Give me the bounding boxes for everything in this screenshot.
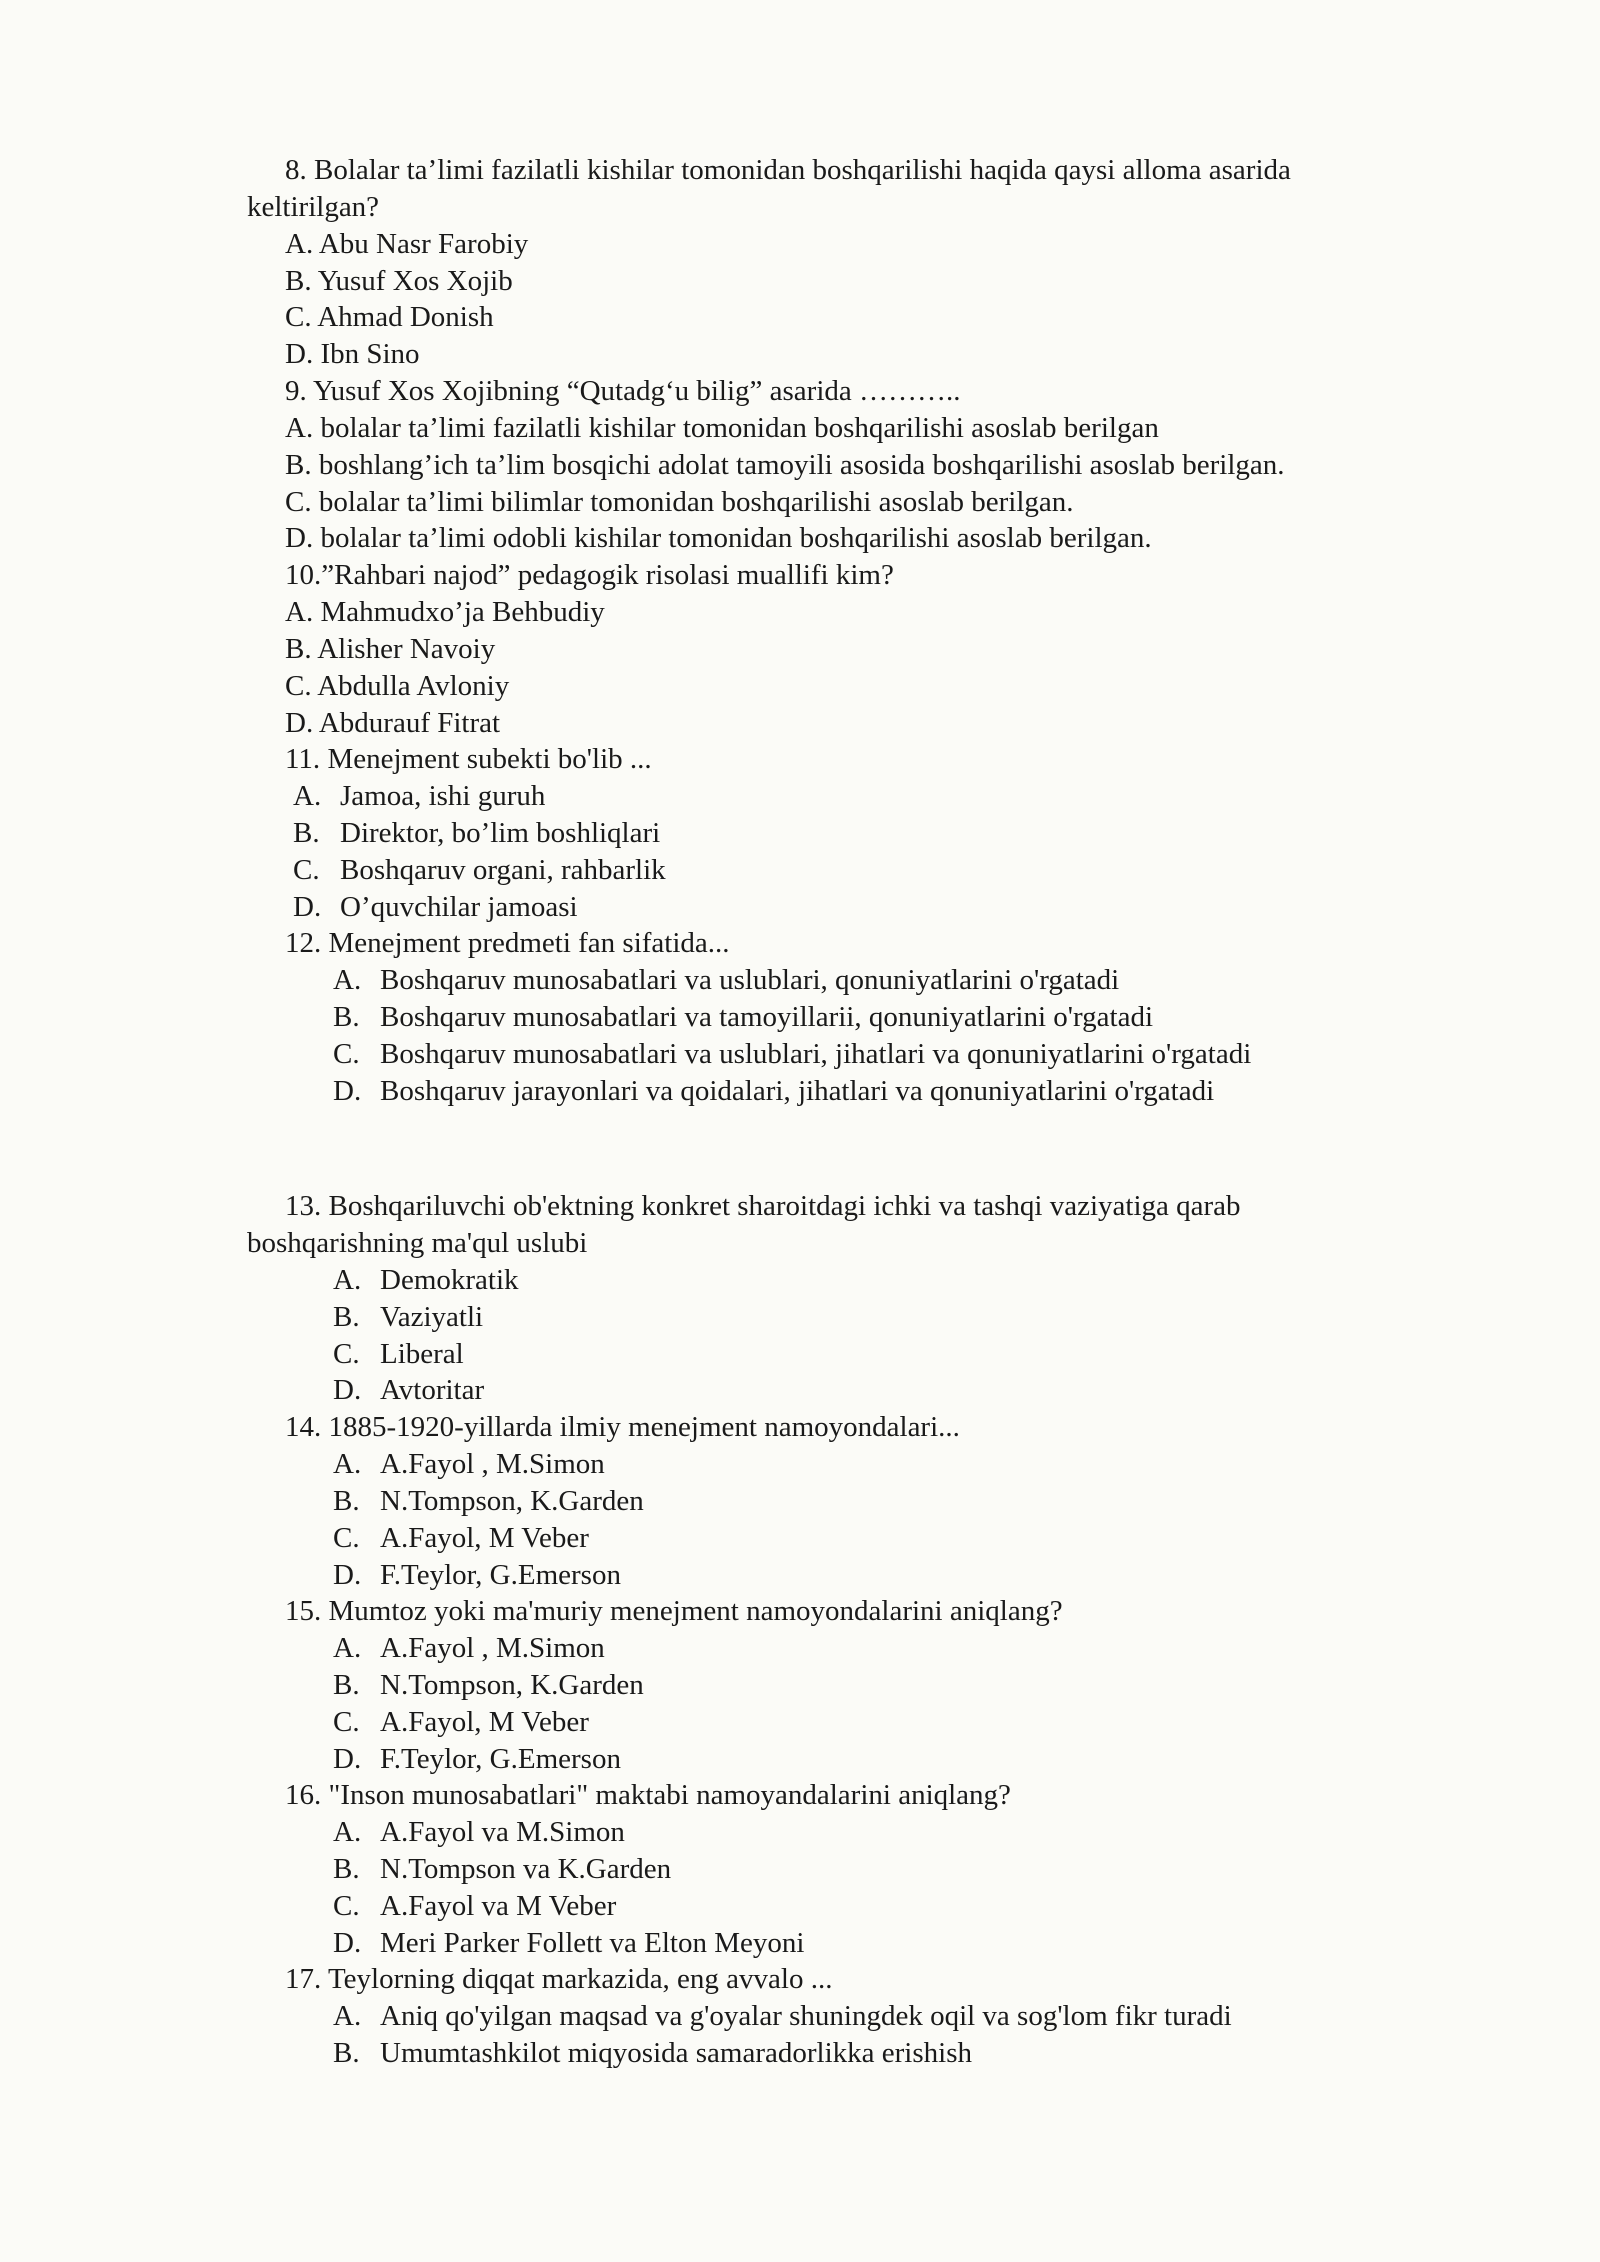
option-text: Liberal — [380, 1338, 464, 1370]
option-text: Boshqaruv munosabatlari va uslublari, jihatlari va qonuniyatlarini o'rgatadi — [380, 1038, 1252, 1070]
option-letter: D. — [293, 891, 322, 923]
option-letter: B. — [333, 2037, 360, 2069]
question-9-number: 9. — [285, 375, 307, 407]
option-letter: C. — [333, 1338, 360, 1370]
option-letter: C. — [333, 1706, 360, 1738]
question-10-line — [285, 557, 894, 593]
question-11-option-b — [293, 815, 660, 851]
question-9-option-c: C. bolalar ta’limi bilimlar tomonidan boshqarilishi asoslab berilgan. — [285, 486, 1074, 518]
question-9-option-a: A. bolalar ta’limi fazilatli kishilar tomonidan boshqarilishi asoslab berilgan — [285, 412, 1159, 444]
question-13-option-d — [333, 1372, 484, 1408]
option-letter: C. — [293, 854, 320, 886]
option-text: Boshqaruv jarayonlari va qoidalari, jihatlari va qonuniyatlarini o'rgatadi — [380, 1075, 1215, 1107]
question-11-number: 11. — [285, 743, 321, 775]
question-9-option-b: B. boshlang’ich ta’lim bosqichi adolat tamoyili asosida boshqarilishi asoslab berilgan. — [285, 449, 1285, 481]
option-text: Umumtashkilot miqyosida samaradorlikka erishish — [380, 2037, 972, 2069]
question-15-text: Mumtoz yoki ma'muriy menejment namoyondalarini aniqlang? — [328, 1595, 1063, 1627]
option-letter: B. — [333, 1301, 360, 1333]
question-14-option-a — [333, 1446, 605, 1482]
question-17-option-a — [333, 1998, 1232, 2034]
question-8-option-a: A. Abu Nasr Farobiy — [285, 228, 529, 260]
option-text: N.Tompson, K.Garden — [380, 1485, 644, 1517]
question-10-text: ”Rahbari najod” pedagogik risolasi muallifi kim? — [321, 559, 894, 591]
question-10-option-a: A. Mahmudxo’ja Behbudiy — [285, 596, 605, 628]
option-letter: D. — [333, 1743, 362, 1775]
question-11-line — [285, 741, 652, 777]
option-letter: C. — [333, 1890, 360, 1922]
question-16-line — [285, 1777, 1011, 1813]
option-letter: A. — [333, 1264, 362, 1296]
option-text: F.Teylor, G.Emerson — [380, 1743, 621, 1775]
option-text: Boshqaruv munosabatlari va tamoyillarii, qonuniyatlarini o'rgatadi — [380, 1001, 1154, 1033]
question-15-option-b — [333, 1667, 644, 1703]
question-16-text: "Inson munosabatlari" maktabi namoyandalarini aniqlang? — [328, 1779, 1011, 1811]
question-15-option-c — [333, 1704, 589, 1740]
question-13-option-b — [333, 1299, 483, 1335]
option-letter: D. — [333, 1374, 362, 1406]
option-letter: A. — [333, 1816, 362, 1848]
option-text: A.Fayol, M Veber — [380, 1706, 589, 1738]
question-16-option-c — [333, 1888, 616, 1924]
question-17-number: 17. — [285, 1963, 322, 1995]
option-letter: A. — [333, 2000, 362, 2032]
question-13-line1 — [285, 1188, 1241, 1224]
option-letter: C. — [333, 1038, 360, 1070]
question-14-option-b — [333, 1483, 644, 1519]
option-letter: B. — [293, 817, 320, 849]
question-11-option-d — [293, 889, 578, 925]
question-13-option-c — [333, 1336, 464, 1372]
option-letter: D. — [333, 1075, 362, 1107]
question-17-option-b — [333, 2035, 972, 2071]
option-text: Jamoa, ishi guruh — [340, 780, 546, 812]
option-text: Boshqaruv organi, rahbarlik — [340, 854, 666, 886]
option-letter: C. — [333, 1522, 360, 1554]
option-letter: A. — [333, 1632, 362, 1664]
question-8-number: 8. — [285, 154, 307, 186]
question-12-option-b — [333, 999, 1153, 1035]
option-text: Avtoritar — [380, 1374, 485, 1406]
question-14-text: 1885-1920-yillarda ilmiy menejment namoyondalari... — [328, 1411, 960, 1443]
question-10-option-d: D. Abdurauf Fitrat — [285, 707, 501, 739]
option-text: N.Tompson, K.Garden — [380, 1669, 644, 1701]
option-letter: A. — [293, 780, 322, 812]
question-8-option-b: B. Yusuf Xos Xojib — [285, 265, 513, 297]
question-8-option-d: D. Ibn Sino — [285, 338, 420, 370]
question-16-option-a — [333, 1814, 625, 1850]
option-text: Meri Parker Follett va Elton Meyoni — [380, 1927, 805, 1959]
question-12-option-c — [333, 1036, 1251, 1072]
question-17-text: Teylorning diqqat markazida, eng avvalo ... — [327, 1963, 833, 1995]
option-text: A.Fayol , M.Simon — [380, 1448, 605, 1480]
question-9-line — [285, 373, 961, 409]
question-12-option-d — [333, 1073, 1214, 1109]
question-9-text: Yusuf Xos Xojibning “Qutadg‘u bilig” asarida ……….. — [312, 375, 961, 407]
question-12-text: Menejment predmeti fan sifatida... — [328, 927, 730, 959]
question-10-option-b: B. Alisher Navoiy — [285, 633, 496, 665]
question-15-option-d — [333, 1741, 621, 1777]
option-text: Vaziyatli — [380, 1301, 484, 1333]
question-14-option-c — [333, 1520, 589, 1556]
question-16-option-d — [333, 1925, 804, 1961]
option-letter: D. — [333, 1559, 362, 1591]
option-text: F.Teylor, G.Emerson — [380, 1559, 621, 1591]
option-text: N.Tompson va K.Garden — [380, 1853, 672, 1885]
option-text: A.Fayol, M Veber — [380, 1522, 589, 1554]
question-12-option-a — [333, 962, 1119, 998]
question-13-line2: boshqarishning ma'qul uslubi — [247, 1227, 588, 1259]
question-13-text: Boshqariluvchi ob'ektning konkret sharoitdagi ichki va tashqi vaziyatiga qarab — [328, 1190, 1241, 1222]
option-letter: B. — [333, 1001, 360, 1033]
option-letter: B. — [333, 1669, 360, 1701]
question-10-number: 10. — [285, 559, 322, 591]
question-15-line — [285, 1593, 1063, 1629]
question-12-number: 12. — [285, 927, 322, 959]
question-11-text: Menejment subekti bo'lib ... — [327, 743, 652, 775]
option-text: Aniq qo'yilgan maqsad va g'oyalar shuningdek oqil va sog'lom fikr turadi — [380, 2000, 1232, 2032]
question-14-option-d — [333, 1557, 621, 1593]
option-letter: A. — [333, 964, 362, 996]
option-letter: A. — [333, 1448, 362, 1480]
question-10-option-c: C. Abdulla Avloniy — [285, 670, 510, 702]
option-text: O’quvchilar jamoasi — [340, 891, 578, 923]
option-text: Boshqaruv munosabatlari va uslublari, qonuniyatlarini o'rgatadi — [380, 964, 1120, 996]
option-letter: B. — [333, 1853, 360, 1885]
option-text: A.Fayol va M.Simon — [380, 1816, 625, 1848]
question-16-number: 16. — [285, 1779, 322, 1811]
question-14-line — [285, 1409, 960, 1445]
option-letter: D. — [333, 1927, 362, 1959]
question-13-option-a — [333, 1262, 519, 1298]
option-text: A.Fayol , M.Simon — [380, 1632, 605, 1664]
question-8-line1 — [285, 152, 1291, 188]
question-8-line2: keltirilgan? — [247, 191, 380, 223]
question-11-option-a — [293, 778, 545, 814]
question-8-option-c: C. Ahmad Donish — [285, 301, 494, 333]
question-15-number: 15. — [285, 1595, 322, 1627]
question-14-number: 14. — [285, 1411, 322, 1443]
option-text: Direktor, bo’lim boshliqlari — [340, 817, 661, 849]
option-text: Demokratik — [380, 1264, 519, 1296]
question-9-option-d: D. bolalar ta’limi odobli kishilar tomonidan boshqarilishi asoslab berilgan. — [285, 522, 1152, 554]
question-12-line — [285, 925, 730, 961]
question-11-option-c — [293, 852, 666, 888]
question-13-number: 13. — [285, 1190, 322, 1222]
question-17-line — [285, 1961, 832, 1997]
question-15-option-a — [333, 1630, 605, 1666]
question-8-text: Bolalar ta’limi fazilatli kishilar tomonidan boshqarilishi haqida qaysi alloma asarida — [314, 154, 1291, 186]
option-letter: B. — [333, 1485, 360, 1517]
question-16-option-b — [333, 1851, 671, 1887]
option-text: A.Fayol va M Veber — [380, 1890, 617, 1922]
